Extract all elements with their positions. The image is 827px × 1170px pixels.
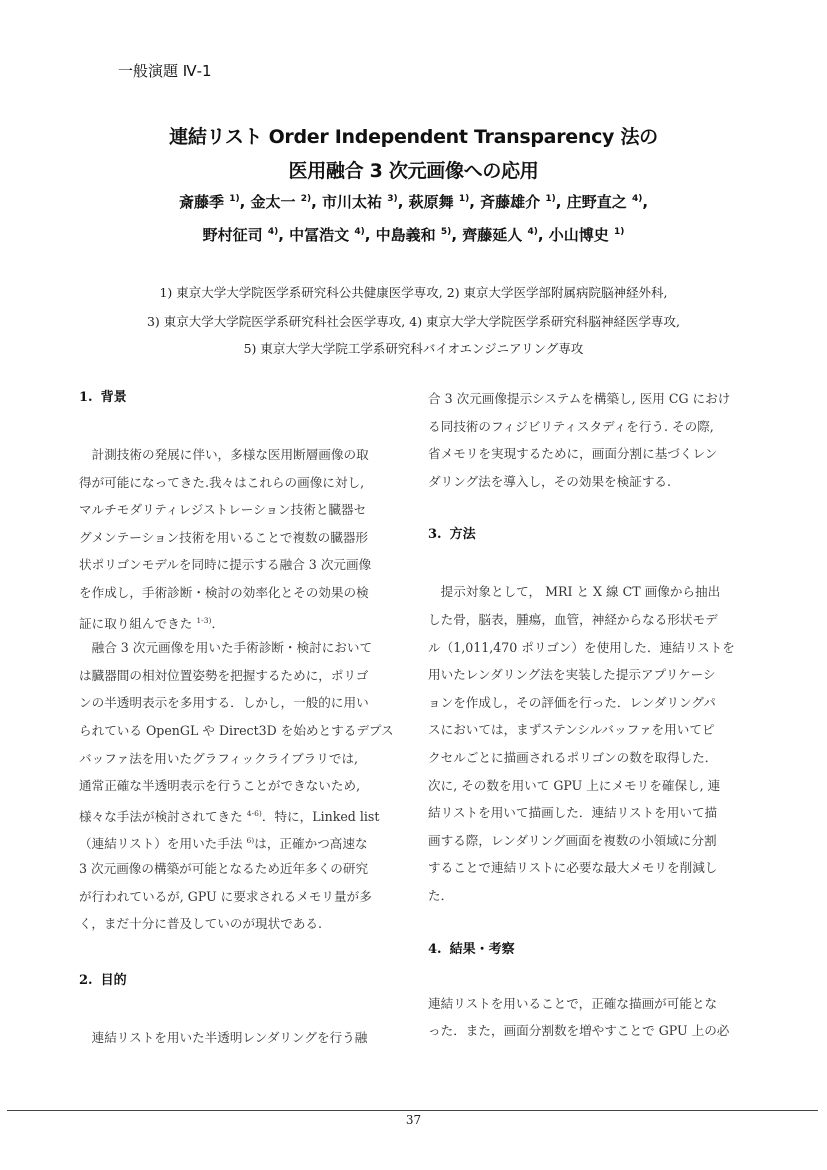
superscript: 4) (631, 194, 643, 204)
section-title: 結果・考察 (449, 941, 515, 957)
paragraph-line: 通常正確な半透明表示を行うことができないため, (79, 778, 361, 794)
page-number: 37 (405, 1113, 422, 1127)
section-heading-background (79, 385, 397, 411)
affiliation-line-1: 1) 東京大学大学院医学系研究科公共健康医学専攻, 2) 東京大学医学部附属病院脳神経外科, (159, 285, 668, 300)
section-title: 目的 (100, 972, 127, 988)
spacer (428, 548, 746, 578)
spacer (428, 963, 746, 990)
paragraph-line: 提示対象として， MRI と X 線 CT 画像から抽出 (428, 584, 721, 600)
section-body-methods (428, 578, 746, 909)
paragraph-line: 連結リストを用いることで，正確な描画が可能とな (428, 995, 718, 1011)
affiliation-line-2: 3) 東京大学大学院医学系研究科社会医学専攻, 4) 東京大学大学院医学系研究科脳神経医学専攻, (146, 314, 681, 329)
paragraph-line: ル（1,011,470 ポリゴン）を使用した．連結リストを (428, 639, 735, 655)
spacer (79, 994, 397, 1024)
paragraph-line: 次に, その数を用いて GPU 上にメモリを確保し, 連 (428, 777, 721, 793)
paragraph-line: く，まだ十分に普及していのが現状である. (79, 916, 323, 932)
paragraph-line: クセルごとに描画されるポリゴンの数を取得した． (428, 749, 718, 765)
paragraph-line: 合 3 次元画像提示システムを構築し, 医用 CG におけ (428, 391, 731, 406)
section-body-objective (79, 1024, 397, 1052)
paragraph-line: った．また，画面分割数を増やすことで GPU 上の必 (428, 1023, 730, 1039)
spacer (79, 938, 397, 968)
superscript: 1) (614, 227, 625, 237)
paragraph-line: を作成し，手術診断・検討の効率化とその効果の検 (79, 584, 369, 600)
paragraph-line: は臓器間の相対位置姿勢を把握するために，ポリゴ (79, 667, 369, 683)
authors-line-1: 斎藤季 $^{1)}$, 金太一 $^{2)}$, 市川太祐 $^{3)}$, 萩原舞 $^{1)}$, 斉藤雄介 $^{1)}$, 庄野直之 $^{4)}$, (178, 193, 649, 211)
spacer (428, 910, 746, 937)
paragraph-line: 省メモリを実現するために，画面分割に基づくレン (428, 446, 718, 462)
section-heading-methods (428, 522, 746, 548)
paragraph-line: 様々な手法が検討されてきた $^{4-6)}$．特に，Linked list (79, 808, 380, 824)
section-title: 背景 (100, 390, 127, 405)
paragraph-line: られている OpenGL や Direct3D を始めとするデプス (79, 722, 394, 738)
section-heading-objective (79, 968, 397, 994)
authors-line-2: 野村征司 $^{4)}$, 中冨浩文 $^{4)}$, 中島義和 $^{5)}$, 齊藤延人 $^{4)}$, 小山博史 $^{1)}$ (202, 226, 625, 244)
paragraph-line: 融合 3 次元画像を用いた手術診断・検討において (79, 640, 373, 656)
paragraph-line: グメンテーション技術を用いることで複数の臓器形 (79, 529, 369, 545)
section-number: 4. (428, 941, 442, 957)
affiliation-line-3: 5) 東京大学大学院工学系研究科バイオエンジニアリング専攻 (243, 341, 584, 356)
superscript: 3) (387, 194, 398, 204)
paragraph-line: ョンを作成し，その評価を行った．レンダリングパ (428, 694, 716, 710)
paragraph-line: バッファ法を用いたグラフィックライブラリでは, (79, 750, 359, 766)
superscript: 4) (267, 227, 279, 237)
section-heading-results (428, 937, 746, 963)
section-number: 3. (428, 527, 442, 543)
section-number: 2. (79, 972, 93, 988)
section-body-background (79, 441, 397, 938)
paragraph-line: が行われているが, GPU に要求されるメモリ量が多 (79, 888, 372, 904)
spacer (428, 495, 746, 522)
paragraph-line: 得が可能になってきた.我々はこれらの画像に対し, (79, 474, 365, 490)
superscript: 4-6) (246, 808, 262, 818)
superscript: 4) (527, 227, 538, 237)
footer-divider (7, 1110, 818, 1111)
paragraph-line: スにおいては，まずステンシルバッファを用いてピ (428, 722, 715, 738)
paragraph-line: 連結リストを用いた半透明レンダリングを行う融 (79, 1029, 368, 1045)
superscript: 2) (300, 194, 312, 204)
section-body-objective-continued (428, 385, 746, 495)
superscript: 1) (545, 194, 556, 204)
paragraph-line: 状ポリゴンモデルを同時に提示する融合 3 次元画像 (79, 557, 372, 573)
paragraph-line: ンの半透明表示を多用する．しかし，一般的に用い (79, 695, 369, 711)
superscript: 1) (229, 194, 240, 204)
paragraph-line: することで連結リストに必要な最大メモリを削減し (428, 860, 718, 876)
superscript: 1) (458, 194, 470, 204)
paragraph-line: マルチモダリティレジストレーション技術と臓器セ (79, 502, 367, 518)
superscript: 6) (246, 836, 255, 846)
paragraph-line: 計測技術の発展に伴い，多様な医用断層画像の取 (79, 447, 369, 462)
right-column (428, 385, 746, 1045)
paragraph-line: 画する際，レンダリング画面を複数の小領域に分割 (428, 832, 717, 848)
section-body-results (428, 990, 746, 1045)
paragraph-line: 結リストを用いて描画した．連結リストを用いて描 (428, 805, 718, 821)
left-column (79, 385, 397, 1051)
superscript: 5) (440, 227, 452, 237)
section-number: 1. (79, 390, 93, 405)
paragraph-line: る同技術のフィジビリティスタディを行う. その際, (428, 418, 714, 434)
paragraph-line: した骨，脳表，腫瘍，血管，神経からなる形状モデ (428, 611, 718, 627)
superscript: 1-3) (196, 615, 212, 625)
paragraph-line: （連結リスト）を用いた手法 $^{6)}$は，正確かつ高速な (79, 836, 368, 852)
paragraph-line: た． (428, 887, 454, 903)
session-label: 一般演題 Ⅳ-1 (118, 62, 212, 80)
paper-title-line-2: 医用融合 3 次元画像への応用 (288, 160, 539, 182)
paragraph-line: ダリング法を導入し，その効果を検証する. (428, 473, 672, 489)
paragraph-line: 用いたレンダリング法を実装した提示アプリケーシ (428, 667, 716, 683)
paragraph-line: 証に取り組んできた $^{1-3)}$． (79, 615, 225, 631)
paper-title-line-1: 連結リスト Order Independent Transparency 法の (169, 126, 658, 148)
superscript: 4) (354, 227, 365, 237)
paragraph-line: 3 次元画像の構築が可能となるため近年多くの研究 (79, 860, 369, 876)
spacer (79, 411, 397, 441)
section-title: 方法 (449, 527, 476, 543)
